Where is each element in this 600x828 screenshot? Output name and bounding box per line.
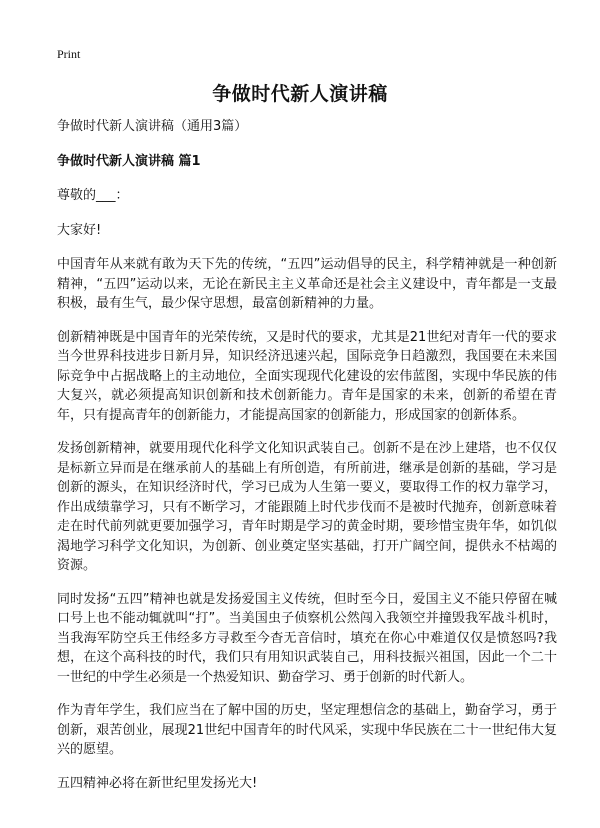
document-body: [57, 117, 557, 807]
paragraph: 同时发扬“五四”精神也就是发扬爱国主义传统，但时至今日，爱国主义不能只停留在喊口号上也不能动辄就叫“打”。当美国虫子侦察机公然闯入我领空并撞毁我军战斗机时，当我海军防空兵王伟经多方寻救至今杳无音信时，填充在你心中难道仅仅是愤怒吗?我想，在这个高科技的时代，我们只有用知识武装自己，用科技振兴祖国，因此一个二十一世纪的中学生必须是一个热爱知识、勤奋学习、勇于创新的时代新人。: [57, 591, 557, 685]
salutation: 尊敬的___：: [57, 188, 129, 203]
paragraph: 作为青年学生，我们应当在了解中国的历史，坚定理想信念的基础上，勤奋学习，勇于创新，艰苦创业，展现21世纪中国青年的时代风采，实现中华民族在二十一世纪伟大复兴的愿望。: [57, 703, 557, 757]
paragraph: 中国青年从来就有敢为天下先的传统，“五四”运动倡导的民主，科学精神就是一种创新精神，“五四”运动以来，无论在新民主主义革命还是社会主义建设中，青年都是一支最积极，最有生气，最少保守思想，最富创新精神的力量。: [57, 257, 557, 311]
closing-line: 五四精神必将在新世纪里发扬光大!: [57, 775, 258, 791]
print-link[interactable]: Print: [57, 47, 81, 61]
page-title: 争做时代新人演讲稿: [212, 83, 388, 105]
section-heading: 争做时代新人演讲稿 篇1: [57, 153, 201, 169]
document-subtitle: 争做时代新人演讲稿（通用3篇）: [57, 119, 248, 134]
greeting: 大家好!: [57, 222, 102, 238]
paragraph: 发扬创新精神，就要用现代化科学文化知识武装自己。创新不是在沙上建塔，也不仅仅是标新立异而是在继承前人的基础上有所创造，有所前进，继承是创新的基础，学习是创新的源头，在知识经济时代，学习已成为人生第一要义，要取得工作的权力靠学习，作出成绩靠学习，只有不断学习，才能跟随上时代步伐而不是被时代抛弃，创新意味着走在时代前列就更要加强学习，青年时期是学习的黄金时期，要珍惜宝贵年华，如饥似渴地学习科学文化知识，为创新、创业奠定坚实基础，打开广阔空间，提供永不枯竭的资源。: [57, 441, 557, 573]
paragraph: 创新精神既是中国青年的光荣传统，又是时代的要求，尤其是21世纪对青年一代的要求当今世界科技进步日新月异，知识经济迅速兴起，国际竞争日趋激烈，我国要在未来国际竞争中占据战略上的主动地位，全面实现现代化建设的宏伟蓝图，实现中华民族的伟大复兴，就必须提高知识创新和技术创新能力。青年是国家的未来，创新的希望在青年，只有提高青年的创新能力，才能提高国家的创新能力，形成国家的创新体系。: [57, 329, 557, 423]
